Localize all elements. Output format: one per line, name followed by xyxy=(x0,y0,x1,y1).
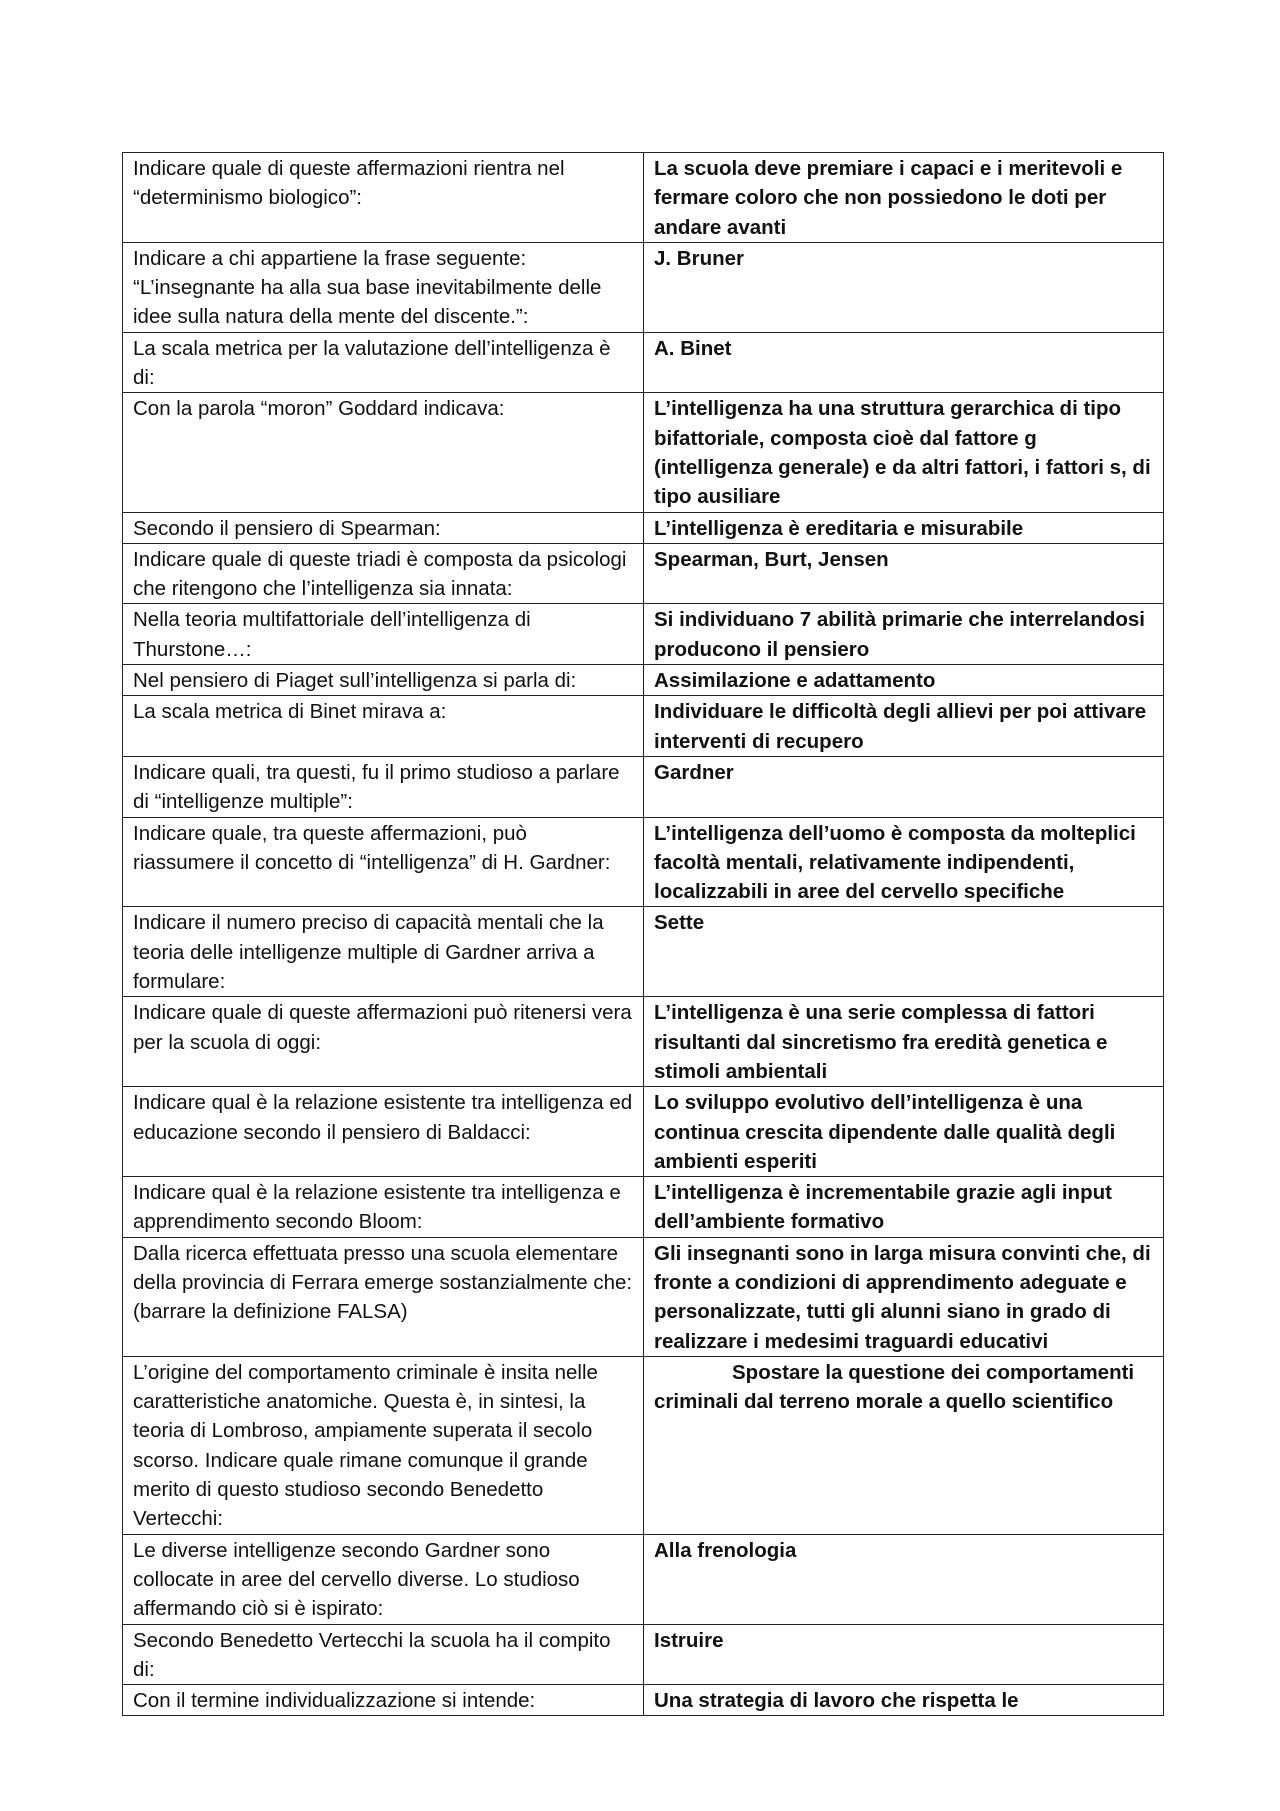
answer-cell: Spearman, Burt, Jensen xyxy=(644,543,1164,604)
question-cell: Nella teoria multifattoriale dell’intelligenza di Thurstone…: xyxy=(123,604,644,665)
table-row xyxy=(123,1356,1164,1534)
answer-cell: A. Binet xyxy=(644,332,1164,393)
answer-cell: L’intelligenza è una serie complessa di fattori risultanti dal sincretismo fra eredità genetica e stimoli ambientali xyxy=(644,997,1164,1087)
question-cell: Indicare quale di queste affermazioni può ritenersi vera per la scuola di oggi: xyxy=(123,997,644,1087)
answer-cell: J. Bruner xyxy=(644,242,1164,332)
question-cell: Indicare quale di queste triadi è composta da psicologi che ritengono che l’intelligenza sia innata: xyxy=(123,543,644,604)
answer-cell: Sette xyxy=(644,907,1164,997)
answer-cell: Istruire xyxy=(644,1624,1164,1685)
table-row xyxy=(123,604,1164,665)
answer-cell: L’intelligenza dell’uomo è composta da molteplici facoltà mentali, relativamente indipendenti, localizzabili in aree del cervello specifiche xyxy=(644,817,1164,907)
table-row xyxy=(123,817,1164,907)
table-row xyxy=(123,756,1164,817)
question-cell: Indicare il numero preciso di capacità mentali che la teoria delle intelligenze multiple di Gardner arriva a formulare: xyxy=(123,907,644,997)
answer-cell: La scuola deve premiare i capaci e i meritevoli e fermare coloro che non possiedono le doti per andare avanti xyxy=(644,153,1164,243)
table-row xyxy=(123,1087,1164,1177)
table-row xyxy=(123,997,1164,1087)
question-cell: Con il termine individualizzazione si intende: xyxy=(123,1685,644,1716)
question-cell: La scala metrica per la valutazione dell’intelligenza è di: xyxy=(123,332,644,393)
answer-cell: Alla frenologia xyxy=(644,1534,1164,1624)
question-cell: Indicare quali, tra questi, fu il primo studioso a parlare di “intelligenze multiple”: xyxy=(123,756,644,817)
table-row xyxy=(123,665,1164,696)
table-row xyxy=(123,543,1164,604)
answer-cell: Gli insegnanti sono in larga misura convinti che, di fronte a condizioni di apprendimento adeguate e personalizzate, tutti gli alunni siano in grado di realizzare i medesimi traguardi educativi xyxy=(644,1237,1164,1356)
question-cell: Indicare a chi appartiene la frase seguente: “L’insegnante ha alla sua base inevitabilmente delle idee sulla natura della mente del discente.”: xyxy=(123,242,644,332)
table-row xyxy=(123,1685,1164,1716)
table-row xyxy=(123,1177,1164,1238)
table-row xyxy=(123,512,1164,543)
question-cell: Indicare qual è la relazione esistente tra intelligenza ed educazione secondo il pensiero di Baldacci: xyxy=(123,1087,644,1177)
answer-cell: L’intelligenza è incrementabile grazie agli input dell’ambiente formativo xyxy=(644,1177,1164,1238)
table-row xyxy=(123,1237,1164,1356)
answer-cell: Gardner xyxy=(644,756,1164,817)
table-row xyxy=(123,242,1164,332)
question-cell: Le diverse intelligenze secondo Gardner sono collocate in aree del cervello diverse. Lo studioso affermando ciò si è ispirato: xyxy=(123,1534,644,1624)
table-row xyxy=(123,153,1164,243)
question-cell: Secondo il pensiero di Spearman: xyxy=(123,512,644,543)
answer-cell: Una strategia di lavoro che rispetta le xyxy=(644,1685,1164,1716)
answer-cell: Si individuano 7 abilità primarie che interrelandosi producono il pensiero xyxy=(644,604,1164,665)
answer-cell: Lo sviluppo evolutivo dell’intelligenza è una continua crescita dipendente dalle qualità degli ambienti esperiti xyxy=(644,1087,1164,1177)
table-row xyxy=(123,696,1164,757)
table-row xyxy=(123,393,1164,512)
question-cell: Indicare qual è la relazione esistente tra intelligenza e apprendimento secondo Bloom: xyxy=(123,1177,644,1238)
question-cell: Con la parola “moron” Goddard indicava: xyxy=(123,393,644,512)
qa-table xyxy=(122,152,1164,1716)
question-cell: Nel pensiero di Piaget sull’intelligenza si parla di: xyxy=(123,665,644,696)
question-cell: Secondo Benedetto Vertecchi la scuola ha il compito di: xyxy=(123,1624,644,1685)
answer-cell: Assimilazione e adattamento xyxy=(644,665,1164,696)
question-cell: Indicare quale di queste affermazioni rientra nel “determinismo biologico”: xyxy=(123,153,644,243)
answer-cell: L’intelligenza è ereditaria e misurabile xyxy=(644,512,1164,543)
question-cell: Dalla ricerca effettuata presso una scuola elementare della provincia di Ferrara emerge sostanzialmente che: (barrare la definizione FALSA) xyxy=(123,1237,644,1356)
table-row xyxy=(123,332,1164,393)
answer-cell: L’intelligenza ha una struttura gerarchica di tipo bifattoriale, composta cioè dal fattore g (intelligenza generale) e da altri fattori, i fattori s, di tipo ausiliare xyxy=(644,393,1164,512)
answer-cell: Individuare le difficoltà degli allievi per poi attivare interventi di recupero xyxy=(644,696,1164,757)
table-row xyxy=(123,1624,1164,1685)
question-cell: La scala metrica di Binet mirava a: xyxy=(123,696,644,757)
question-cell: Indicare quale, tra queste affermazioni, può riassumere il concetto di “intelligenza” di H. Gardner: xyxy=(123,817,644,907)
question-cell: L’origine del comportamento criminale è insita nelle caratteristiche anatomiche. Questa è, in sintesi, la teoria di Lombroso, ampiamente superata il secolo scorso. Indicare quale rimane comunque il grande merito di questo studioso secondo Benedetto Vertecchi: xyxy=(123,1356,644,1534)
table-row xyxy=(123,907,1164,997)
answer-cell: Spostare la questione dei comportamenti criminali dal terreno morale a quello scientifico xyxy=(644,1356,1164,1534)
table-row xyxy=(123,1534,1164,1624)
